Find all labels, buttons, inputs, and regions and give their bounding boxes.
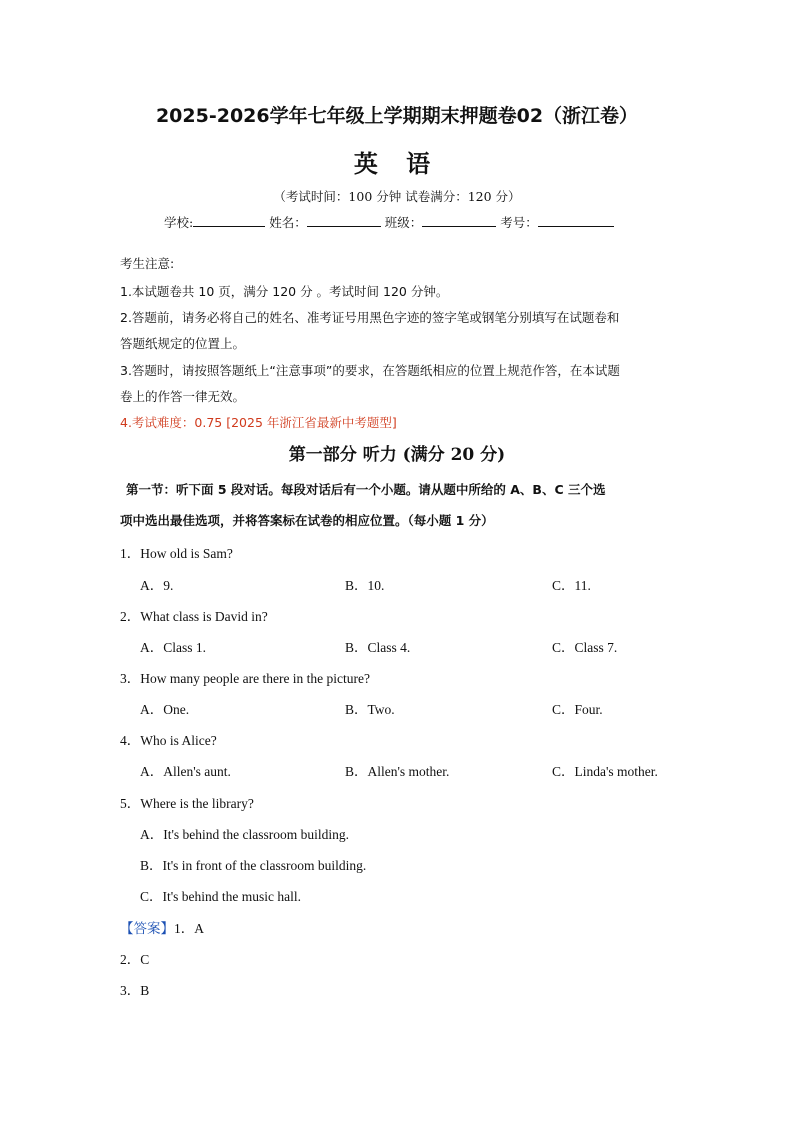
note-line-2: 2.答题前，请务必将自己的姓名、准考证号用黑色字迹的签字笔或钢笔分别填写在试题卷和	[120, 310, 620, 325]
name-blank	[307, 214, 381, 227]
q4-option-c: C．Linda's mother.	[552, 764, 658, 779]
class-label: 班级：	[384, 215, 423, 230]
exam-number-label: 考号：	[500, 215, 538, 230]
note-line-3: 答题纸规定的位置上。	[120, 336, 246, 351]
part1-heading: 第一部分 听力 (满分 20 分)	[288, 445, 506, 465]
section-instructions-1: 第一节：听下面 5 段对话。每段对话后有一个小题。请从题中所给的 A、B、C 三个选	[126, 482, 606, 497]
exam-title: 2025-2026学年七年级上学期期末押题卷02（浙江卷）	[155, 105, 639, 127]
q3-option-a: A．One.	[140, 702, 190, 717]
difficulty-note: 4.考试难度：0.75 [2025 年浙江省最新中考题型]	[120, 415, 397, 430]
exam-info: （考试时间：100 分钟 试卷满分：120 分）	[273, 189, 521, 204]
q4-option-a: A．Allen's aunt.	[140, 764, 231, 779]
question-2: 2．What class is David in?	[120, 609, 268, 624]
q5-option-b: B．It's in front of the classroom building.	[140, 858, 367, 873]
name-label: 姓名：	[269, 215, 307, 230]
candidate-fields	[164, 213, 614, 231]
q2-option-a: A．Class 1.	[140, 640, 207, 655]
note-line-5: 卷上的作答一律无效。	[120, 389, 246, 404]
q2-option-c: C．Class 7.	[552, 640, 618, 655]
class-blank	[422, 214, 496, 227]
question-5: 5．Where is the library?	[120, 796, 254, 811]
answer-1: 1．A	[174, 921, 204, 936]
note-line-4: 3.答题时，请按照答题纸上“注意事项”的要求，在答题纸相应的位置上规范作答，在本试题	[120, 363, 620, 378]
section-instructions-2: 项中选出最佳选项，并将答案标在试卷的相应位置。（每小题 1 分）	[120, 513, 494, 528]
q1-option-b: B．10.	[345, 578, 385, 593]
q3-option-b: B．Two.	[345, 702, 395, 717]
school-label: 学校:	[164, 215, 194, 230]
question-3: 3．How many people are there in the picture?	[120, 671, 371, 686]
answer-block	[120, 917, 204, 937]
answer-label: 【答案】	[120, 921, 174, 937]
q5-option-a: A．It's behind the classroom building.	[140, 827, 350, 842]
school-blank	[193, 214, 265, 227]
question-4: 4．Who is Alice?	[120, 733, 217, 748]
q4-option-b: B．Allen's mother.	[345, 764, 450, 779]
note-line-1: 1.本试题卷共 10 页，满分 120 分 。考试时间 120 分钟。	[120, 284, 449, 299]
subject-title: 英 语	[353, 150, 441, 178]
notes-heading: 考生注意:	[120, 256, 175, 271]
answer-3: 3．B	[120, 983, 150, 998]
exam-number-blank	[538, 214, 614, 227]
answer-2: 2．C	[120, 952, 150, 967]
q2-option-b: B．Class 4.	[345, 640, 411, 655]
q3-option-c: C．Four.	[552, 702, 603, 717]
question-1: 1．How old is Sam?	[120, 546, 233, 561]
q1-option-a: A．9.	[140, 578, 174, 593]
q5-option-c: C．It's behind the music hall.	[140, 889, 302, 904]
q1-option-c: C．11.	[552, 578, 591, 593]
